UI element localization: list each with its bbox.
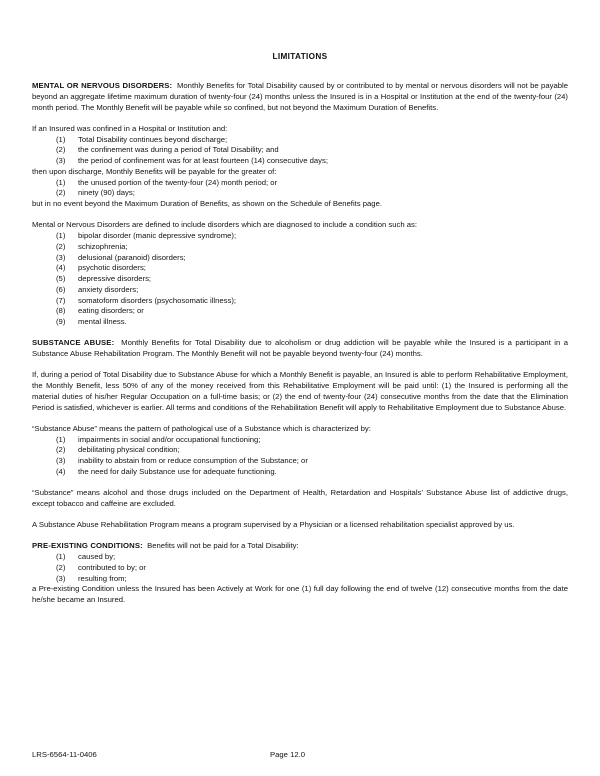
mental-confinement-lead: If an Insured was confined in a Hospital or Institution and: — [32, 123, 228, 133]
list-item-number: (3) — [56, 156, 66, 165]
list-item — [32, 178, 568, 189]
list-item — [32, 563, 568, 574]
list-item — [32, 435, 568, 446]
list-item — [32, 445, 568, 456]
list-item-number: (1) — [56, 134, 66, 144]
list-item — [32, 456, 568, 467]
mental-discharge-lead: then upon discharge, Monthly Benefits will be payable for the greater of: — [32, 166, 277, 176]
list-item-label: Total Disability continues beyond discharge; — [78, 134, 228, 144]
section-mental-intro — [32, 81, 568, 113]
section-substance-intro — [32, 338, 568, 360]
list-item-number: (2) — [56, 562, 66, 572]
list-item-number: (2) — [56, 445, 66, 455]
list-item-label: the unused portion of the twenty-four (24) month period; or — [78, 177, 278, 187]
list-item-label: the confinement was during a period of Total Disability; and — [78, 145, 279, 155]
list-item — [32, 263, 568, 274]
list-item-number: (3) — [56, 456, 66, 465]
list-item-label: somatoform disorders (psychosomatic illness); — [78, 295, 237, 305]
list-item-label: psychotic disorders; — [78, 263, 146, 273]
list-item — [32, 145, 568, 156]
document-body — [32, 81, 568, 606]
list-item-label: eating disorders; or — [78, 306, 144, 316]
section-preexisting-intro-text: Benefits will not be paid for a Total Disability: — [147, 541, 299, 551]
list-item-label: debilitating physical condition; — [78, 445, 180, 455]
page-title: LIMITATIONS — [272, 52, 328, 61]
list-item — [32, 467, 568, 478]
preexisting-closing: a Pre-existing Condition unless the Insured has been Actively at Work for one (1) full day following the end of twelve (12) consecutive months from the date he/she became an Insured. — [32, 584, 568, 604]
list-item — [32, 285, 568, 296]
list-item — [32, 242, 568, 253]
mental-definition-list — [32, 231, 568, 328]
list-item-label: inability to abstain from or reduce consumption of the Substance; or — [78, 456, 308, 465]
page-number: Page 12.0 — [270, 750, 306, 759]
list-item-number: (4) — [56, 466, 66, 476]
form-code: LRS-6564-11-0406 — [32, 750, 97, 759]
list-item-number: (4) — [56, 263, 66, 273]
section-substance-intro-text: Monthly Benefits for Total Disability due to alcoholism or drug addiction will be payable while the Insured is a participant in a Substance Abuse Rehabilitation Program. The Monthly Benefit will not be payable beyond twenty-four (24) months. — [32, 338, 568, 358]
list-item-label: resulting from; — [78, 573, 127, 583]
list-item — [32, 231, 568, 242]
list-item — [32, 135, 568, 146]
list-item-label: impairments in social and/or occupational functioning; — [78, 434, 261, 444]
list-item-number: (2) — [56, 188, 66, 198]
section-substance-heading: SUBSTANCE ABUSE: — [32, 338, 115, 348]
list-item-number: (1) — [56, 552, 66, 561]
list-item-number: (1) — [56, 177, 66, 187]
list-item-label: the period of confinement was for at least fourteen (14) consecutive days; — [78, 156, 328, 165]
preexisting-list — [32, 552, 568, 584]
list-item-label: delusional (paranoid) disorders; — [78, 252, 186, 262]
list-item — [32, 317, 568, 328]
substance-rehab-paragraph: If, during a period of Total Disability due to Substance Abuse for which a Monthly Benefit is payable, an Insured is able to perform Rehabilitative Employment, the Monthly Benefit, less 50% of any of the money received from this Rehabilitative Employment will be paid until: (1) the Insured is performing all the material duties of his/her Regular Occupation on a full-time basis; or (2) the end of twenty-four (24) consecutive months from the date that the Elimination Period is satisfied, whichever is earlier. All terms and conditions of the Rehabilitation Benefit will apply to Rehabilitative Employment due to Substance Abuse. — [32, 370, 568, 412]
mental-definition-lead: Mental or Nervous Disorders are defined to include disorders which are diagnosed to include a condition such as: — [32, 220, 418, 230]
substance-definition-lead: “Substance Abuse” means the pattern of pathological use of a Substance which is characterized by: — [32, 423, 371, 433]
list-item — [32, 552, 568, 563]
substance-definition-list — [32, 435, 568, 478]
section-mental-intro-text: Monthly Benefits for Total Disability caused by or contributed to by mental or nervous disorders will not be payable beyond an aggregate lifetime maximum duration of twenty-four (24) months unless the Insured is in a Hospital or Institution at the end of the twenty-four (24) month period. The Monthly Benefit will be payable while so confined, but not beyond the Maximum Duration of Benefits. — [32, 81, 568, 112]
list-item-number: (2) — [56, 145, 66, 155]
list-item-number: (1) — [56, 434, 66, 444]
list-item — [32, 253, 568, 264]
list-item-number: (1) — [56, 231, 66, 240]
list-item-number: (2) — [56, 241, 66, 251]
list-item-number: (6) — [56, 284, 66, 294]
section-preexisting-intro — [32, 541, 568, 552]
list-item-label: depressive disorders; — [78, 274, 152, 283]
list-item-number: (8) — [56, 306, 66, 316]
list-item — [32, 574, 568, 585]
list-item-number: (9) — [56, 317, 66, 326]
list-item — [32, 188, 568, 199]
list-item — [32, 306, 568, 317]
list-item-label: mental illness. — [78, 317, 127, 326]
mental-discharge-closing: but in no event beyond the Maximum Duration of Benefits, as shown on the Schedule of Benefits page. — [32, 199, 382, 208]
substance-program-definition: A Substance Abuse Rehabilitation Program means a program supervised by a Physician or a licensed rehabilitation specialist approved by us. — [32, 520, 515, 529]
list-item-number: (3) — [56, 252, 66, 262]
list-item-label: contributed to by; or — [78, 562, 146, 572]
list-item — [32, 156, 568, 167]
list-item-number: (7) — [56, 295, 66, 305]
list-item-number: (5) — [56, 274, 66, 283]
substance-term-definition: “Substance” means alcohol and those drugs included on the Department of Health, Retardation and Hospitals’ Substance Abuse list of addictive drugs, except tobacco and caffeine are excluded. — [32, 488, 568, 508]
list-item — [32, 274, 568, 285]
list-item-label: caused by; — [78, 552, 116, 561]
list-item — [32, 296, 568, 307]
list-item-label: bipolar disorder (manic depressive syndrome); — [78, 231, 237, 240]
mental-discharge-list — [32, 178, 568, 200]
list-item-number: (3) — [56, 573, 66, 583]
section-preexisting-heading: PRE-EXISTING CONDITIONS: — [32, 541, 143, 551]
list-item-label: ninety (90) days; — [78, 188, 135, 198]
mental-confinement-list — [32, 135, 568, 167]
section-mental-heading: MENTAL OR NERVOUS DISORDERS: — [32, 81, 173, 90]
list-item-label: the need for daily Substance use for adequate functioning. — [78, 466, 277, 476]
list-item-label: schizophrenia; — [78, 241, 128, 251]
list-item-label: anxiety disorders; — [78, 284, 139, 294]
